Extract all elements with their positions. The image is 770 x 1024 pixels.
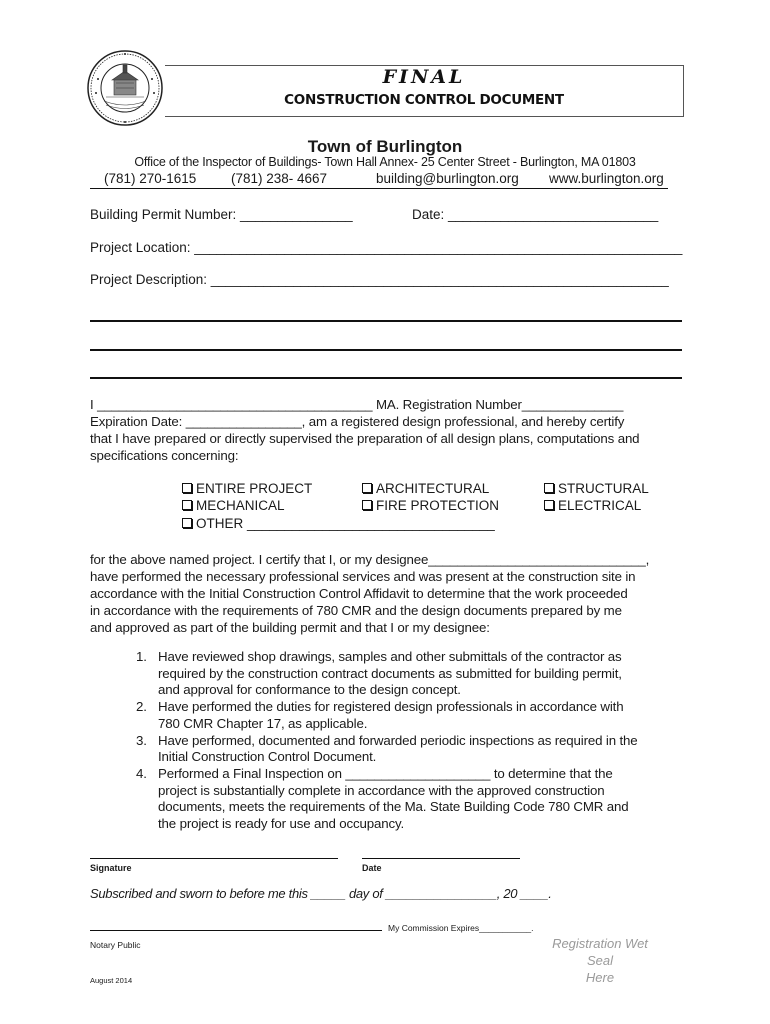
document-title: CONSTRUCTION CONTROL DOCUMENT: [284, 92, 564, 108]
list-item: [136, 649, 676, 699]
revision-date: August 2014: [90, 976, 133, 985]
description-line-3[interactable]: [90, 377, 682, 379]
checkbox-label: OTHER _________________________________: [196, 516, 495, 531]
list-line: documents, meets the requirements of the Ma. State Building Code 780 CMR and: [158, 799, 629, 815]
checkbox-architectural[interactable]: [362, 481, 489, 496]
signature-label: Signature: [90, 863, 132, 873]
checkbox-icon: [362, 500, 372, 510]
certification-line-2[interactable]: Expiration Date: ________________, am a registered design professional, and hereby certify: [90, 414, 625, 429]
list-line: Have performed the duties for registered design professionals in accordance with: [158, 699, 624, 715]
list-line: project is substantially complete in accordance with the approved construction: [158, 782, 605, 798]
statement-line-3: accordance with the Initial Construction Control Affidavit to determine that the work proceeded: [90, 586, 628, 601]
description-line-1[interactable]: [90, 320, 682, 322]
list-item: [136, 766, 676, 833]
wet-seal-placeholder: [540, 935, 660, 986]
list-line: Have performed, documented and forwarded periodic inspections as required in the: [158, 732, 638, 748]
certification-line-4: specifications concerning:: [90, 448, 239, 463]
certification-line-1[interactable]: I ______________________________________ MA. Registration Number______________: [90, 397, 624, 412]
description-line-2[interactable]: [90, 349, 682, 351]
list-line: required by the construction contract documents as submitted for building permit,: [158, 665, 622, 681]
signature-date-label: Date: [362, 863, 382, 873]
checkbox-fire-protection[interactable]: [362, 498, 499, 513]
statement-paragraph: [90, 551, 690, 636]
list-line: and approval for conformance to the design concept.: [158, 682, 461, 698]
seal-text-line: Here: [585, 970, 615, 985]
checkbox-label: STRUCTURAL: [558, 481, 649, 496]
header-rule: [90, 188, 668, 189]
notary-public-label: Notary Public: [90, 940, 141, 950]
list-number: 3.: [136, 732, 147, 748]
phone-number-1: (781) 270-1615: [104, 171, 197, 186]
checkbox-label: MECHANICAL: [196, 498, 285, 513]
office-address: Office of the Inspector of Buildings- Town Hall Annex- 25 Center Street - Burlington, MA 01803: [134, 155, 636, 169]
certification-line-3: that I have prepared or directly supervised the preparation of all design plans, computations and: [90, 431, 640, 446]
checkbox-icon: [544, 500, 554, 510]
checkbox-label: FIRE PROTECTION: [376, 498, 500, 513]
list-number: 2.: [136, 699, 147, 715]
checkbox-icon: [182, 483, 192, 493]
list-line: the project is ready for use and occupancy.: [158, 816, 405, 832]
list-item: [136, 733, 676, 766]
final-heading: FINAL: [382, 66, 466, 88]
checkbox-structural[interactable]: [544, 481, 649, 496]
notary-signature-line[interactable]: [90, 930, 382, 931]
checkbox-other[interactable]: [182, 516, 495, 531]
signature-line[interactable]: [90, 858, 338, 859]
statement-line-4: in accordance with the requirements of 780 CMR and the design documents prepared by me: [90, 603, 622, 618]
signature-date-line[interactable]: [362, 858, 520, 859]
checkbox-label: ARCHITECTURAL: [376, 481, 490, 496]
website-link[interactable]: www.burlington.org: [549, 171, 664, 186]
town-seal-image: [86, 49, 164, 127]
list-number: 1.: [136, 649, 147, 664]
final-inspection-date-line[interactable]: Performed a Final Inspection on ____________________ to determine that the: [158, 765, 613, 781]
email-address[interactable]: building@burlington.org: [376, 171, 519, 186]
project-description-field[interactable]: Project Description: _____________________________________________________________: [90, 272, 669, 287]
checkbox-icon: [182, 500, 192, 510]
checkbox-icon: [182, 518, 192, 528]
numbered-list: [136, 649, 676, 833]
town-name: Town of Burlington: [307, 137, 463, 156]
list-line: Initial Construction Control Document.: [158, 749, 377, 765]
certification-paragraph: [90, 396, 690, 464]
list-item: [136, 699, 676, 732]
checkbox-label: ELECTRICAL: [558, 498, 642, 513]
subscribed-sworn-line[interactable]: Subscribed and sworn to before me this _____ day of ________________, 20 ____.: [90, 886, 552, 901]
list-number: 4.: [136, 765, 147, 781]
seal-text-line: Registration Wet Seal: [552, 936, 648, 968]
date-field[interactable]: Date: ____________________________: [412, 207, 659, 222]
checkbox-entire-project[interactable]: [182, 481, 312, 496]
project-location-field[interactable]: Project Location: _________________________________________________________________: [90, 240, 683, 255]
commission-expires[interactable]: My Commission Expires___________.: [388, 923, 534, 933]
phone-number-2: (781) 238- 4667: [231, 171, 328, 186]
checkbox-label: ENTIRE PROJECT: [196, 481, 313, 496]
checkbox-mechanical[interactable]: [182, 498, 285, 513]
statement-line-1[interactable]: for the above named project. I certify that I, or my designee______________________________,: [90, 552, 650, 567]
list-line: 780 CMR Chapter 17, as applicable.: [158, 715, 368, 731]
checkbox-icon: [544, 483, 554, 493]
checkbox-icon: [362, 483, 372, 493]
list-line: Have reviewed shop drawings, samples and other submittals of the contractor as: [158, 649, 622, 664]
statement-line-5: and approved as part of the building permit and that I or my designee:: [90, 620, 490, 635]
permit-number-field[interactable]: Building Permit Number: _______________: [90, 207, 353, 222]
checkbox-electrical[interactable]: [544, 498, 641, 513]
statement-line-2: have performed the necessary professional services and was present at the construction site in: [90, 569, 636, 584]
